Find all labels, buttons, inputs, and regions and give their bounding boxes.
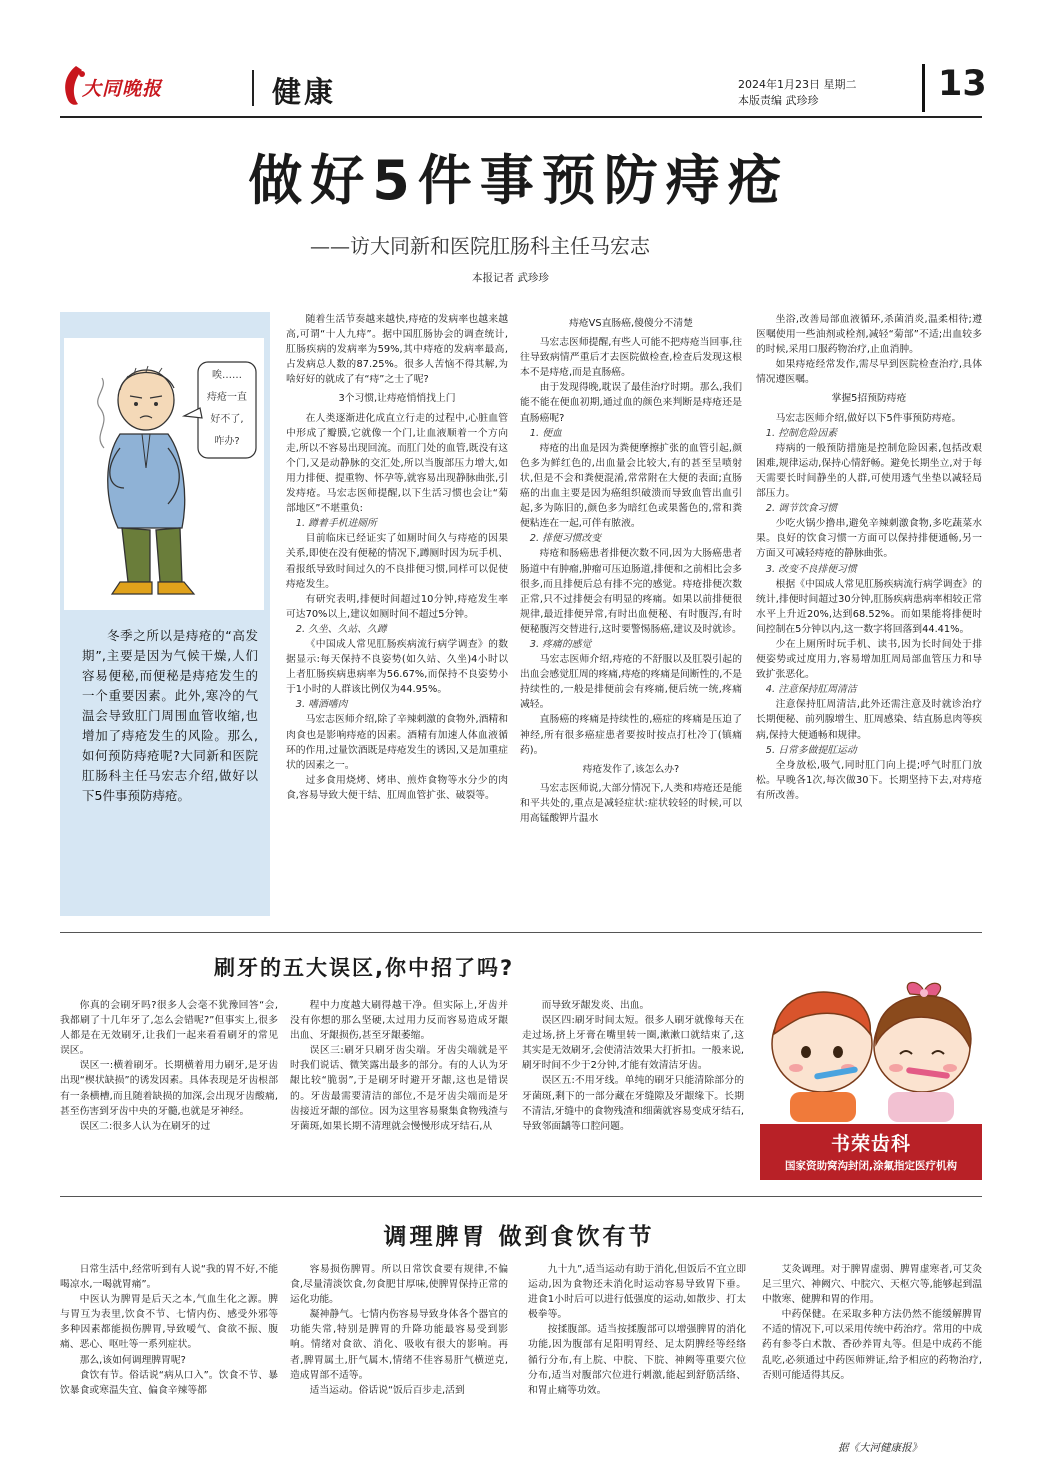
paragraph: 马宏志医师说,大部分情况下,人类和痔疮还是能和平共处的,重点是减轻症状:症状较轻的时候,可以用高锰酸钾片温水 <box>520 782 742 824</box>
paragraph: 痔病的一般预防措施是控制危险因素,包括改艰困难,规律运动,保持心情舒畅。避免长期坐立,对于每天需要长时间静坐的人群,可使用透气坐垫以减轻局部压力。 <box>756 442 982 500</box>
paragraph: 中医认为脾胃是后天之本,气血生化之源。脾与胃互为表里,饮食不节、七情内伤、感受外邪等多种因素都能损伤脾胃,导致嗳气、食欲不振、腹痛、恶心、呕吐等一系列症状。 <box>60 1294 278 1351</box>
article2-title: 刷牙的五大误区,你中招了吗? <box>214 956 515 980</box>
paragraph: 凝神静气。七情内伤容易导致身体各个器官的功能失常,特别是脾胃的升降功能最容易受到影响。情绪对食欲、消化、吸收有很大的影响。再者,脾胃属土,肝气属木,情绪不佳容易肝气横逆克,造成胃部不适等。 <box>290 1309 508 1381</box>
paragraph: 注意保持肛周清洁,此外还需注意及时就诊治疗长期便秘、前列腺增生、肛周感染、结直肠息肉等疾病,保持大便通畅和规律。 <box>756 699 982 741</box>
article3-col2 <box>290 1262 508 1398</box>
paragraph: 痔疮和肠癌患者排便次数不同,因为大肠癌患者肠道中有肿瘤,肿瘤可压迫肠道,排便和之前相比会多很多,而且排便后总有排不完的感觉。痔疮排便次数正常,只不过排便会有明显的疼痛。如果以前排便很规律,最近排便异常,有时出血便秘、有时腹泻,有时便秘腹泻交替进行,这时要警惕肠癌,建议及时就诊。 <box>520 548 742 635</box>
newspaper-logo <box>60 64 180 108</box>
paragraph: 根据《中国成人常见肛肠疾病流行病学调查》的统计,排便时间超过30分钟,肛肠疾病患病率相较正常水平上升近20%,达到68.52%。而如果能将排便时间控制在5分钟以内,这一数字将回落到44.41%。 <box>756 578 982 635</box>
paragraph: 误区一:横着刷牙。长期横着用力刷牙,是牙齿出现“楔状缺损”的诱发因素。具体表现是牙齿根部有一条横槽,而且随着缺损的加深,会出现牙齿酸痛,甚至伤害到牙齿中央的牙髓,也就是牙神经。 <box>60 1060 278 1117</box>
article3-col3 <box>528 1262 746 1398</box>
article1-subtitle: ——访大同新和医院肛肠科主任马宏志 <box>310 234 650 258</box>
subheading: 痔疮VS直肠癌,傻傻分不清楚 <box>569 318 693 329</box>
subheading: 3个习惯,让痔疮悄悄找上门 <box>338 393 456 405</box>
paragraph: 误区四:刷牙时间太短。很多人刷牙就像每天在走过场,挤上牙膏在嘴里转一圈,漱漱口就结束了,这其实是无效刷牙,会使清洁效果大打折扣。一般来说,刷牙时间不少于2分钟,才能有效清洁牙齿。 <box>522 1015 744 1072</box>
article3-title: 调理脾胃 做到食饮有节 <box>383 1224 655 1250</box>
paragraph: 容易损伤脾胃。所以日常饮食要有规律,不偏食,尽量清淡饮食,勿食肥甘厚味,使脾胃保持正常的运化功能。 <box>290 1264 508 1306</box>
paragraph: 中药保健。在采取多种方法仍然不能缓解脾胃不适的情况下,可以采用传统中药治疗。常用的中成药有参苓白术散、香砂养胃丸等。但是中成药不能乱吃,必须通过中药医师辨证,给予相应的药物治疗,否则可能适得其反。 <box>762 1309 982 1381</box>
paragraph: 痔疮的出血是因为粪便摩擦扩张的血管引起,颜色多为鲜红色的,出血量会比较大,有的甚至呈喷射状,但是不会和粪便混淆,常常附在大便的表面;直肠癌的出血主要是因为癌组织破溃而导致血管出血引起,多为陈旧的,颜色多为暗红色或果酱色的,常和粪便粘连在一起,可伴有脓液。 <box>520 442 742 530</box>
article2-col3 <box>522 998 744 1134</box>
issue-date: 2024年1月23日 星期二 <box>738 78 857 91</box>
sidebar-intro-text: 冬季之所以是痔疮的“高发期”,主要是因为气候干燥,人们容易便秘,而便秘是痔疮发生的一个重要因素。此外,寒冷的气温会导致肛门周围血管收缩,也增加了痔疮发生的风险。那么,如何预防痔疮呢?大同新和医院肛肠科主任马宏志介绍,做好以下5件事预防痔疮。 <box>82 628 258 803</box>
article1-byline: 本报记者 武珍珍 <box>472 272 549 284</box>
paragraph: 按揉腹部。适当按揉腹部可以增强脾胃的消化功能,因为腹部有足阳明胃经、足太阴脾经等经络循行分布,有上脘、中脘、下脘、神阙等重要穴位分布,适当对腹部穴位进行刺激,能起到舒筋活络、和胃止痛等功效。 <box>528 1324 746 1396</box>
masthead-divider <box>252 70 254 106</box>
dental-ad-subtitle: 国家资助窝沟封闭,涂氟指定医疗机构 <box>785 1160 957 1172</box>
worried-man-illustration <box>64 338 264 610</box>
list-heading: 4. 注意保持肛周清洁 <box>765 684 857 696</box>
paragraph: 你真的会刷牙吗?很多人会毫不犹豫回答“会,我都刷了十几年牙了,怎么会错呢?”但事实上,很多人都是在无效刷牙,让我们一起来看看刷牙的常见误区。 <box>60 1000 278 1057</box>
masthead-rule <box>60 116 982 118</box>
list-heading: 3. 嗜酒嗜肉 <box>295 699 348 711</box>
article1-headline: 做好5件事预防痔疮 <box>248 149 790 212</box>
paragraph: 马宏志医师介绍,痔疮的不舒服以及肛裂引起的出血会感觉肛周的疼痛,痔疮的疼痛是间断性的,不是持续性的,一般是排便前会有疼痛,便后统一统,疼痛减轻。 <box>520 654 742 711</box>
speech-line-3: 好不了, <box>210 414 244 425</box>
paragraph: 有研究表明,排便时间超过10分钟,痔疮发生率可达70%以上,建议如厕时间不超过5分钟。 <box>286 593 508 620</box>
paragraph: 艾灸调理。对于脾胃虚弱、脾胃虚寒者,可艾灸足三里穴、神阙穴、中脘穴、天枢穴等,能够起到温中散寒、健脾和胃的作用。 <box>762 1264 982 1306</box>
paragraph: 全身放松,吸气,同时肛门向上提;呼气时肛门放松。早晚各1次,每次做30下。长期坚持下去,对痔疮有所改善。 <box>756 759 982 801</box>
subheading: 掌握5招预防痔疮 <box>831 393 907 405</box>
paragraph: 由于发现得晚,耽误了最佳治疗时期。那么,我们能不能在便血初期,通过血的颜色来判断是痔疮还是直肠癌呢? <box>520 382 742 424</box>
page-number: 13 <box>938 64 987 104</box>
speech-line-4: 咋办? <box>214 436 240 447</box>
list-heading: 1. 蹲着手机进厕所 <box>295 518 377 530</box>
paragraph: 马宏志医师介绍,除了辛辣刺激的食物外,酒精和肉食也是影响痔疮的因素。酒精有加速人体血液循环的作用,过量饮酒既是痔疮发生的诱因,又是加重症状的因素之一。 <box>286 714 508 771</box>
article1-col2 <box>520 312 742 826</box>
paragraph: 而导致牙龈发炎、出血。 <box>541 1000 650 1011</box>
article2-col2 <box>290 998 508 1134</box>
subheading: 痔疮发作了,该怎么办? <box>582 763 680 775</box>
speech-line-2: 痔疮一直 <box>207 392 247 403</box>
speech-line-1: 唉…… <box>212 370 242 381</box>
paragraph: 误区五:不用牙线。单纯的刷牙只能清除部分的牙菌斑,剩下的一部分藏在牙缝隙及牙龈缘下。长期不清洁,牙缝中的食物残渣和细菌就容易变成牙结石,导致邻面龋等口腔问题。 <box>522 1075 744 1132</box>
list-heading: 2. 排便习惯改变 <box>529 533 602 545</box>
paragraph: 如果痔疮经常发作,需尽早到医院检查治疗,具体情况遵医嘱。 <box>756 359 982 386</box>
paragraph: 随着生活节奏越来越快,痔疮的发病率也越来越高,可谓“十人九痔”。据中国肛肠协会的调查统计,肛肠疾病的发病率为59%,其中痔疮的发病率最高,占发病总人数的87.25%。很多人苦恼不得其解,为啥好好的就成了有“痔”之士了呢? <box>286 314 508 386</box>
paragraph: 过多食用烧烤、烤串、煎炸食物等水分少的肉食,容易导致大便干结、肛周血管扩张、破裂等。 <box>286 774 508 801</box>
paragraph: 日常生活中,经常听到有人说“我的胃不好,不能喝凉水,一喝就胃痛”。 <box>60 1264 278 1291</box>
paragraph: 少吃火锅少撸串,避免辛辣刺激食物,多吃蔬菜水果。良好的饮食习惯一方面可以保持排便通畅,另一方面又可减轻痔疮的静脉曲张。 <box>756 518 982 560</box>
paragraph: 马宏志医师提醒,有些人可能不把痔疮当回事,往往导致病情严重后才去医院做检查,检查后发现这根本不是痔疮,而是直肠癌。 <box>520 337 742 379</box>
issue-editor: 本版责编 武珍珍 <box>738 94 819 107</box>
page-divider <box>922 64 925 112</box>
paragraph: 直肠癌的疼痛是持续性的,癌症的疼痛是压迫了神经,所有很多癌症患者要按时按点打杜冷丁(镇痛药)。 <box>520 714 742 756</box>
paragraph: 目前临床已经证实了如厕时间久与痔疮的因果关系,即使在没有便秘的情况下,蹲厕时因为玩手机、看报纸导致时间过久的不良排便习惯,同样可以促使痔疮发生。 <box>286 533 508 590</box>
article3-col1 <box>60 1262 278 1398</box>
paragraph: 食饮有节。俗话说“病从口入”。饮食不节、暴饮暴食或寒温失宜、偏食辛辣等都 <box>60 1369 278 1396</box>
list-heading: 3. 改变不良排便习惯 <box>765 563 857 575</box>
article2-col1 <box>60 998 278 1134</box>
list-heading: 1. 便血 <box>529 427 562 439</box>
list-heading: 3. 疼痛的感觉 <box>529 638 592 650</box>
kids-brushing-teeth-illustration <box>760 974 982 1124</box>
dental-ad-banner <box>760 1124 982 1180</box>
list-heading: 1. 控制危险因素 <box>765 427 838 439</box>
masthead <box>60 62 987 114</box>
paragraph: 误区三:刷牙只刷牙齿尖端。牙齿尖端就是平时我们说话、微笑露出最多的部分。有的人认为牙龈比较“脆弱”,于是刷牙时避开牙龈,这也是错误的。牙齿最需要清洁的部位,不是牙齿尖端而是牙齿接近牙龈的部位。因为这里容易聚集食物残渣与牙菌斑,如果长期不清理就会慢慢形成牙结石,从 <box>290 1045 508 1132</box>
paragraph: 马宏志医师介绍,做好以下5件事预防痔疮。 <box>775 412 962 424</box>
paragraph: 坐浴,改善局部血液循环,杀菌消炎,温柔相待;遵医嘱使用一些油剂或栓剂,减轻“菊部”不适;出血较多的时候,采用口服药物治疗,止血消肿。 <box>756 314 982 356</box>
dental-ad-title: 书荣齿科 <box>830 1133 911 1155</box>
paragraph: 九十九”,适当运动有助于消化,但饭后不宜立即运动,因为食物还未消化时运动容易导致胃下垂。进食1小时后可以进行低强度的运动,如散步、打太极拳等。 <box>528 1264 746 1321</box>
article3-col4 <box>762 1262 982 1383</box>
paragraph: 少在上厕所时玩手机、读书,因为长时间处于排便姿势或过度用力,容易增加肛周局部血管压力和导致扩张恶化。 <box>756 638 982 681</box>
section-name: 健康 <box>272 75 337 109</box>
logo-text: 大同晚报 <box>82 78 163 100</box>
list-heading: 2. 久坐、久站、久蹲 <box>295 623 387 635</box>
article1-sidebar <box>60 312 270 916</box>
paragraph: 那么,该如何调理脾胃呢? <box>79 1354 186 1366</box>
section-rule <box>60 1196 982 1197</box>
article1-col3 <box>756 312 982 803</box>
paragraph: 程中力度越大刷得越干净。但实际上,牙齿并没有你想的那么坚硬,太过用力反而容易造成牙龈出血、牙龈损伤,甚至牙龈萎缩。 <box>290 1000 508 1042</box>
article3-source: 据《大河健康报》 <box>838 1442 922 1454</box>
list-heading: 2. 调节饮食习惯 <box>765 503 838 515</box>
paragraph: 误区二:很多人认为在刷牙的过 <box>79 1120 211 1132</box>
paragraph: 《中国成人常见肛肠疾病流行病学调查》的数据显示:每天保持不良姿势(如久站、久坐)4小时以上者肛肠疾病患病率为56.67%,而保持不良姿势小于1小时的人群该比例仅为44.95%。 <box>286 638 508 696</box>
paragraph: 适当运动。俗话说“饭后百步走,活到 <box>309 1384 465 1396</box>
section-rule <box>60 932 982 933</box>
paragraph: 在人类逐渐进化成直立行走的过程中,心脏血管中形成了瓣膜,它就像一个门,让血液顺着一个方向走,所以不容易出现回流。而肛门处的血管,既没有这个门,又是动静脉的交汇处,所以当腹部压力增大,如用力排便、提重物、怀孕等,就容易出现静脉曲张,引发痔疮。马宏志医师提醒,以下生活习惯也会让“菊部地区”不堪重负: <box>286 412 508 515</box>
article1-col1 <box>286 312 508 803</box>
list-heading: 5. 日常多做提肛运动 <box>765 744 857 756</box>
